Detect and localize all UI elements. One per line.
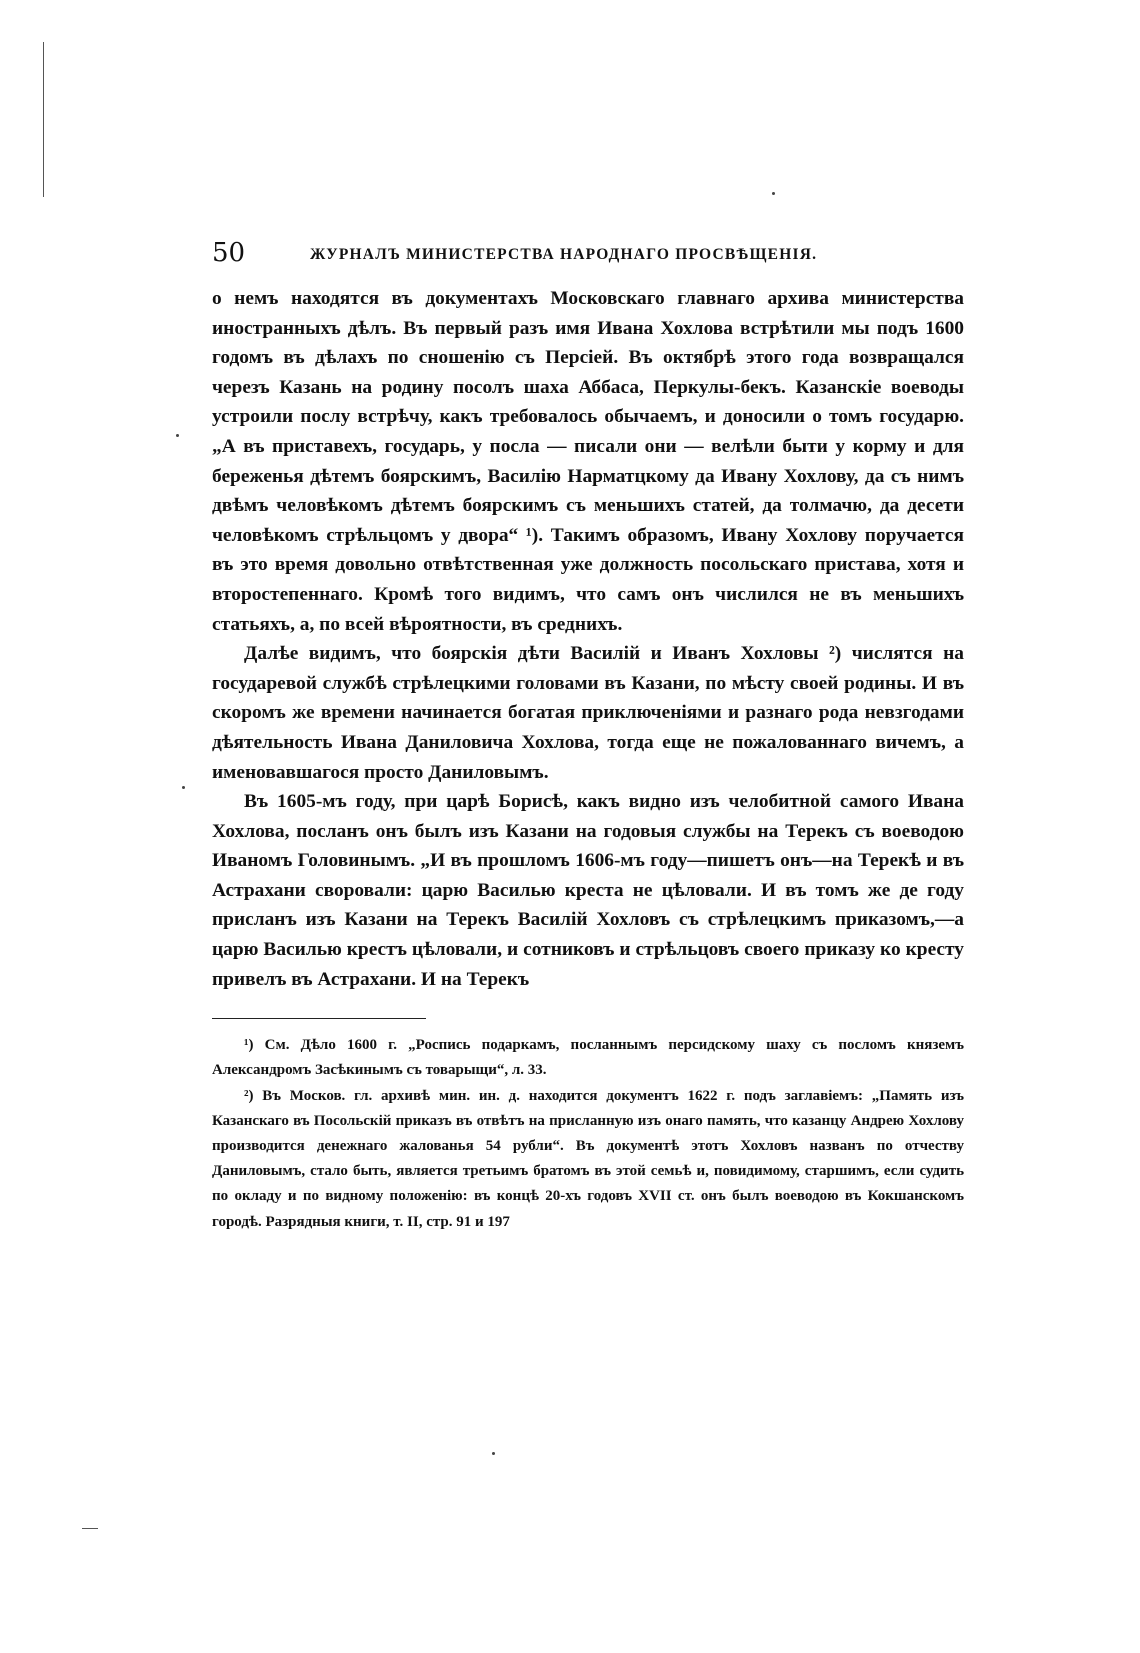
scan-speck [492, 1452, 495, 1455]
journal-title: ЖУРНАЛЪ МИНИСТЕРСТВА НАРОДНАГО ПРОСВѢЩЕНІЯ. [310, 246, 818, 263]
page-number: 50 [212, 238, 246, 268]
scan-mark [82, 1528, 98, 1529]
paragraph: о немъ находятся въ документахъ Московскаго главнаго архива министерства иностранныхъ дѣлъ. Въ первый разъ имя Ивана Хохлова встрѣтили мы подъ 1600 годомъ въ дѣлахъ по сношенію съ Персіей. Въ октябрѣ этого года возвращался черезъ Казань на родину посолъ шаха Аббаса, Перкулы-бекъ. Казанскіе воеводы устроили послу встрѣчу, какъ требовалось обычаемъ, и доносили о томъ государю. „А въ приставехъ, государь, у посла — писали они — велѣли быти у корму и для береженья дѣтемъ боярскимъ, Василію Нарматцкому да Ивану Хохлову, да съ нимъ двѣмъ человѣкомъ дѣтемъ боярскимъ съ меньшихъ статей, да толмачю, да десети человѣкомъ стрѣльцомъ у двора“ ¹). Такимъ образомъ, Ивану Хохлову поручается въ это время довольно отвѣтственная уже должность посольскаго пристава, хотя и второстепеннаго. Кромѣ того видимъ, что самъ онъ числился не въ меньшихъ статьяхъ, а, по всей вѣроятности, въ среднихъ. [212, 288, 964, 635]
footnote-divider [212, 1018, 426, 1019]
scan-speck [176, 434, 179, 437]
main-text [212, 284, 964, 994]
paragraph: Далѣе видимъ, что боярскія дѣти Василій и Иванъ Хохловы ²) числятся на государевой службѣ стрѣлецкими головами въ Казани, по мѣсту своей родины. И въ скоромъ же времени начинается богатая приключеніями и разнаго рода невзгодами дѣятельность Ивана Даниловича Хохлова, тогда еще не пожалованнаго вичемъ, а именовавшагося просто Даниловымъ. [212, 643, 964, 783]
footnotes [212, 1033, 964, 1235]
document-page [212, 238, 964, 1235]
scan-speck [772, 192, 775, 195]
scan-edge-line [43, 42, 44, 197]
footnote: ¹) См. Дѣло 1600 г. „Роспись подаркамъ, посланнымъ персидскому шаху съ посломъ княземъ Александромъ Засѣкинымъ съ товарыщи“, л. 33. [212, 1037, 964, 1079]
running-head [212, 238, 964, 278]
paragraph: Въ 1605-мъ году, при царѣ Борисѣ, какъ видно изъ челобитной самого Ивана Хохлова, посланъ онъ былъ изъ Казани на годовыя службы на Терекъ съ воеводою Иваномъ Головинымъ. „И въ прошломъ 1606-мъ году—пишетъ онъ—на Терекѣ и въ Астрахани своровали: царю Василью креста не цѣловали. И въ томъ же де году присланъ изъ Казани на Терекъ Василій Хохловъ съ стрѣлецкимъ приказомъ,—а царю Василью крестъ цѣловали, и сотниковъ и стрѣльцовъ своего приказу ко кресту привелъ въ Астрахани. И на Терекъ [212, 791, 964, 990]
scan-speck [182, 786, 185, 789]
footnote: ²) Въ Москов. гл. архивѣ мин. ин. д. находится документъ 1622 г. подъ заглавіемъ: „Память изъ Казанскаго въ Посольскій приказъ въ отвѣтъ на присланную изъ онаго память, что казанцу Андрею Хохлову производится денежнаго жалованья 54 рубли“. Въ документѣ этотъ Хохловъ названъ по отчеству Даниловымъ, стало быть, является третьимъ братомъ въ этой семьѣ и, повидимому, старшимъ, если судить по окладу и по видному положенію: въ концѣ 20-хъ годовъ XVII ст. онъ былъ воеводою въ Кокшанскомъ городѣ. Разрядныя книги, т. II, стр. 91 и 197 [212, 1087, 964, 1230]
